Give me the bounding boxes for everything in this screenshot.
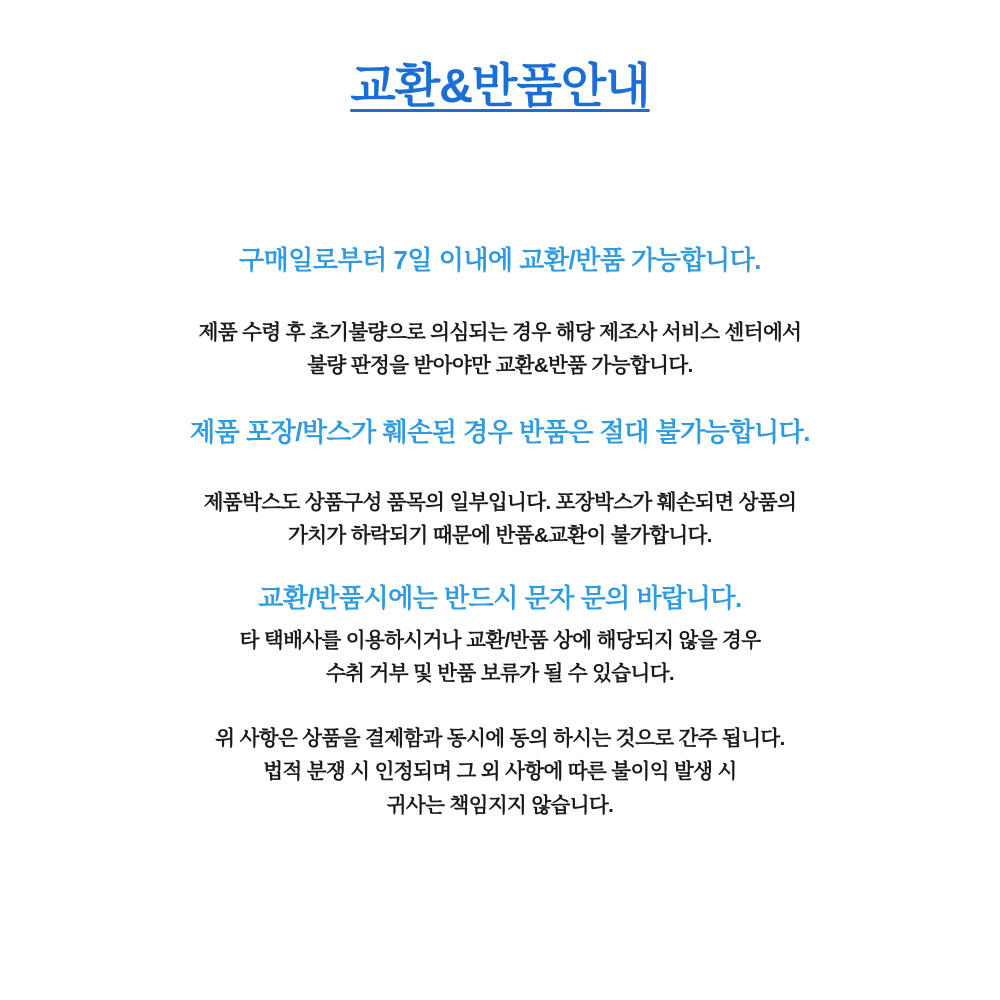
page-title: 교환&반품안내	[350, 59, 650, 112]
section-body-line-1: 제품 수령 후 초기불량으로 의심되는 경우 해당 제조사 서비스 센터에서	[198, 320, 802, 344]
section-heading: 교환/반품시에는 반드시 문자 문의 바랍니다.	[258, 583, 742, 614]
section-body-line-2: 가치가 하락되기 때문에 반품&교환이 불가합니다.	[288, 523, 712, 547]
section-body-line-2: 수취 거부 및 반품 보류가 될 수 있습니다.	[325, 661, 674, 685]
section-body-line-2: 불량 판정을 받아야만 교환&반품 가능합니다.	[307, 353, 693, 377]
section-body-line-1: 타 택배사를 이용하시거나 교환/반품 상에 해당되지 않을 경우	[239, 628, 761, 652]
section-contact-required	[0, 580, 1000, 690]
section-package-damage	[0, 414, 1000, 552]
section-body-line-1: 제품박스도 상품구성 품목의 일부입니다. 포장박스가 훼손되면 상품의	[203, 490, 797, 514]
notice-line-2: 법적 분쟁 시 인정되며 그 외 사항에 따른 불이익 발생 시	[263, 760, 737, 784]
notice-line-1: 위 사항은 상품을 결제함과 동시에 동의 하시는 것으로 간주 됩니다.	[215, 727, 785, 751]
section-exchange-period	[0, 242, 1000, 382]
spacer	[0, 452, 1000, 486]
section-heading: 제품 포장/박스가 훼손된 경우 반품은 절대 불가능합니다.	[190, 416, 810, 447]
section-heading: 구매일로부터 7일 이내에 교환/반품 가능합니다.	[238, 244, 761, 275]
notice-line-3: 귀사는 책임지지 않습니다.	[386, 793, 614, 817]
spacer	[0, 280, 1000, 316]
section-agreement-notice	[0, 722, 1000, 822]
